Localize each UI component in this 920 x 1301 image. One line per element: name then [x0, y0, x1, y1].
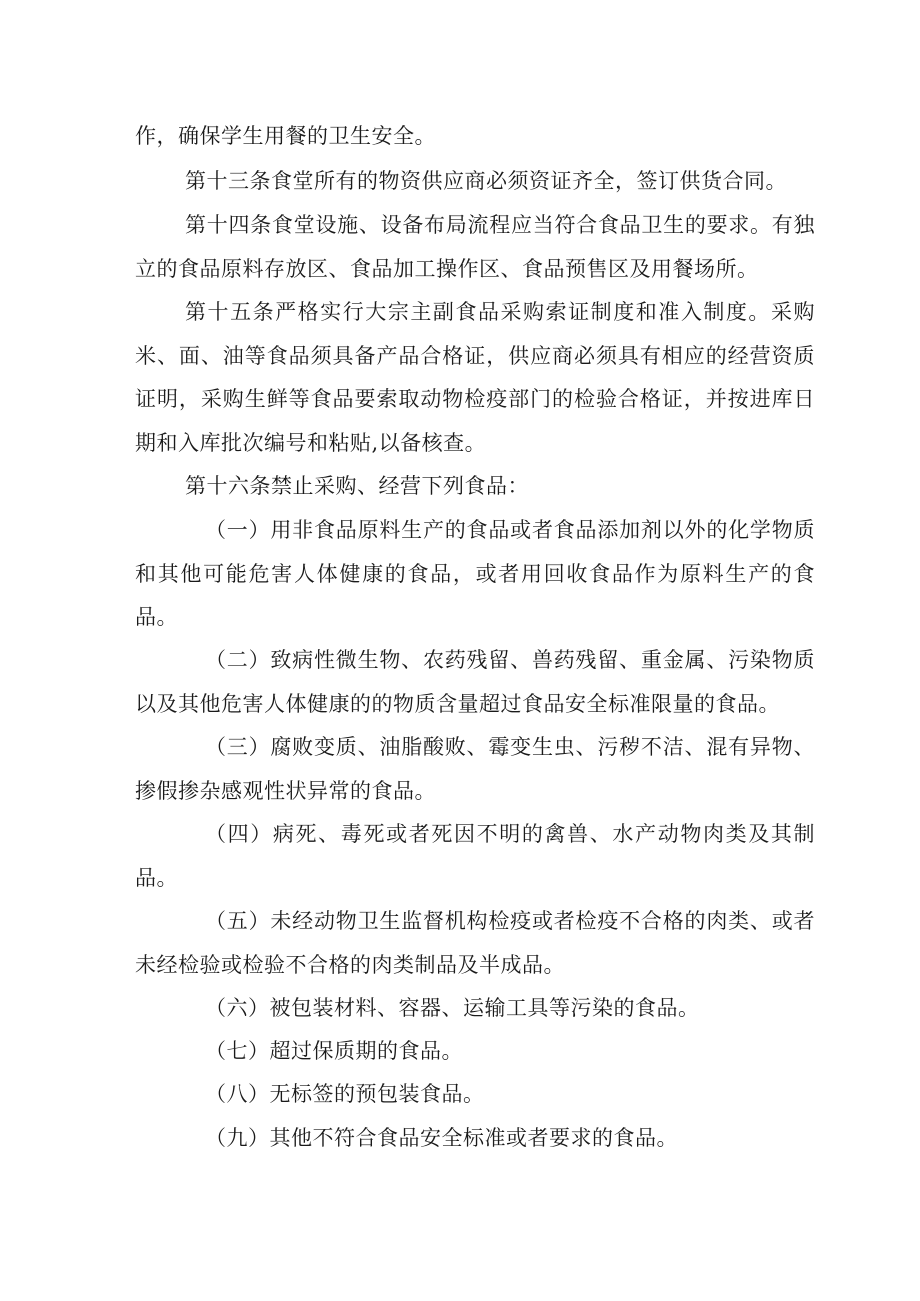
list-item-8: （八）无标签的预包装食品。 [205, 1082, 485, 1106]
article-14: 第十四条食堂设施、设备布局流程应当符合食品卫生的要求。有独立的食品原料存放区、食品加工操作区、食品预售区及用餐场所。 [135, 213, 815, 281]
list-item-9: （九）其他不符合食品安全标准或者要求的食品。 [205, 1126, 678, 1150]
list-item-2: （二）致病性微生物、农药残留、兽药残留、重金属、污染物质以及其他危害人体健康的的物质含量超过食品安全标准限量的食品。 [135, 648, 815, 716]
paragraph-continuation: 作，确保学生用餐的卫生安全。 [135, 124, 436, 148]
list-item-1: （一）用非食品原料生产的食品或者食品添加剂以外的化学物质和其他可能危害人体健康的食品，或者用回收食品作为原料生产的食品。 [135, 518, 815, 629]
article-16: 第十六条禁止采购、经营下列食品： [185, 474, 529, 498]
list-item-7: （七）超过保质期的食品。 [205, 1039, 463, 1063]
article-15: 第十五条严格实行大宗主副食品采购索证制度和准入制度。采购米、面、油等食品须具备产品合格证，供应商必须具有相应的经营资质证明，采购生鲜等食品要索取动物检疫部门的检验合格证，并按进库日期和入库批次编号和粘贴,以备核查。 [135, 300, 815, 455]
list-item-3: （三）腐败变质、油脂酸败、霉变生虫、污秽不洁、混有异物、掺假掺杂感观性状异常的食品。 [135, 735, 815, 803]
list-item-6: （六）被包装材料、容器、运输工具等污染的食品。 [205, 996, 700, 1020]
article-13: 第十三条食堂所有的物资供应商必须资证齐全，签订供货合同。 [185, 169, 787, 193]
list-item-4: （四）病死、毒死或者死因不明的禽兽、水产动物肉类及其制品。 [135, 822, 815, 890]
list-item-5: （五）未经动物卫生监督机构检疫或者检疫不合格的肉类、或者未经检验或检验不合格的肉类制品及半成品。 [135, 909, 815, 977]
